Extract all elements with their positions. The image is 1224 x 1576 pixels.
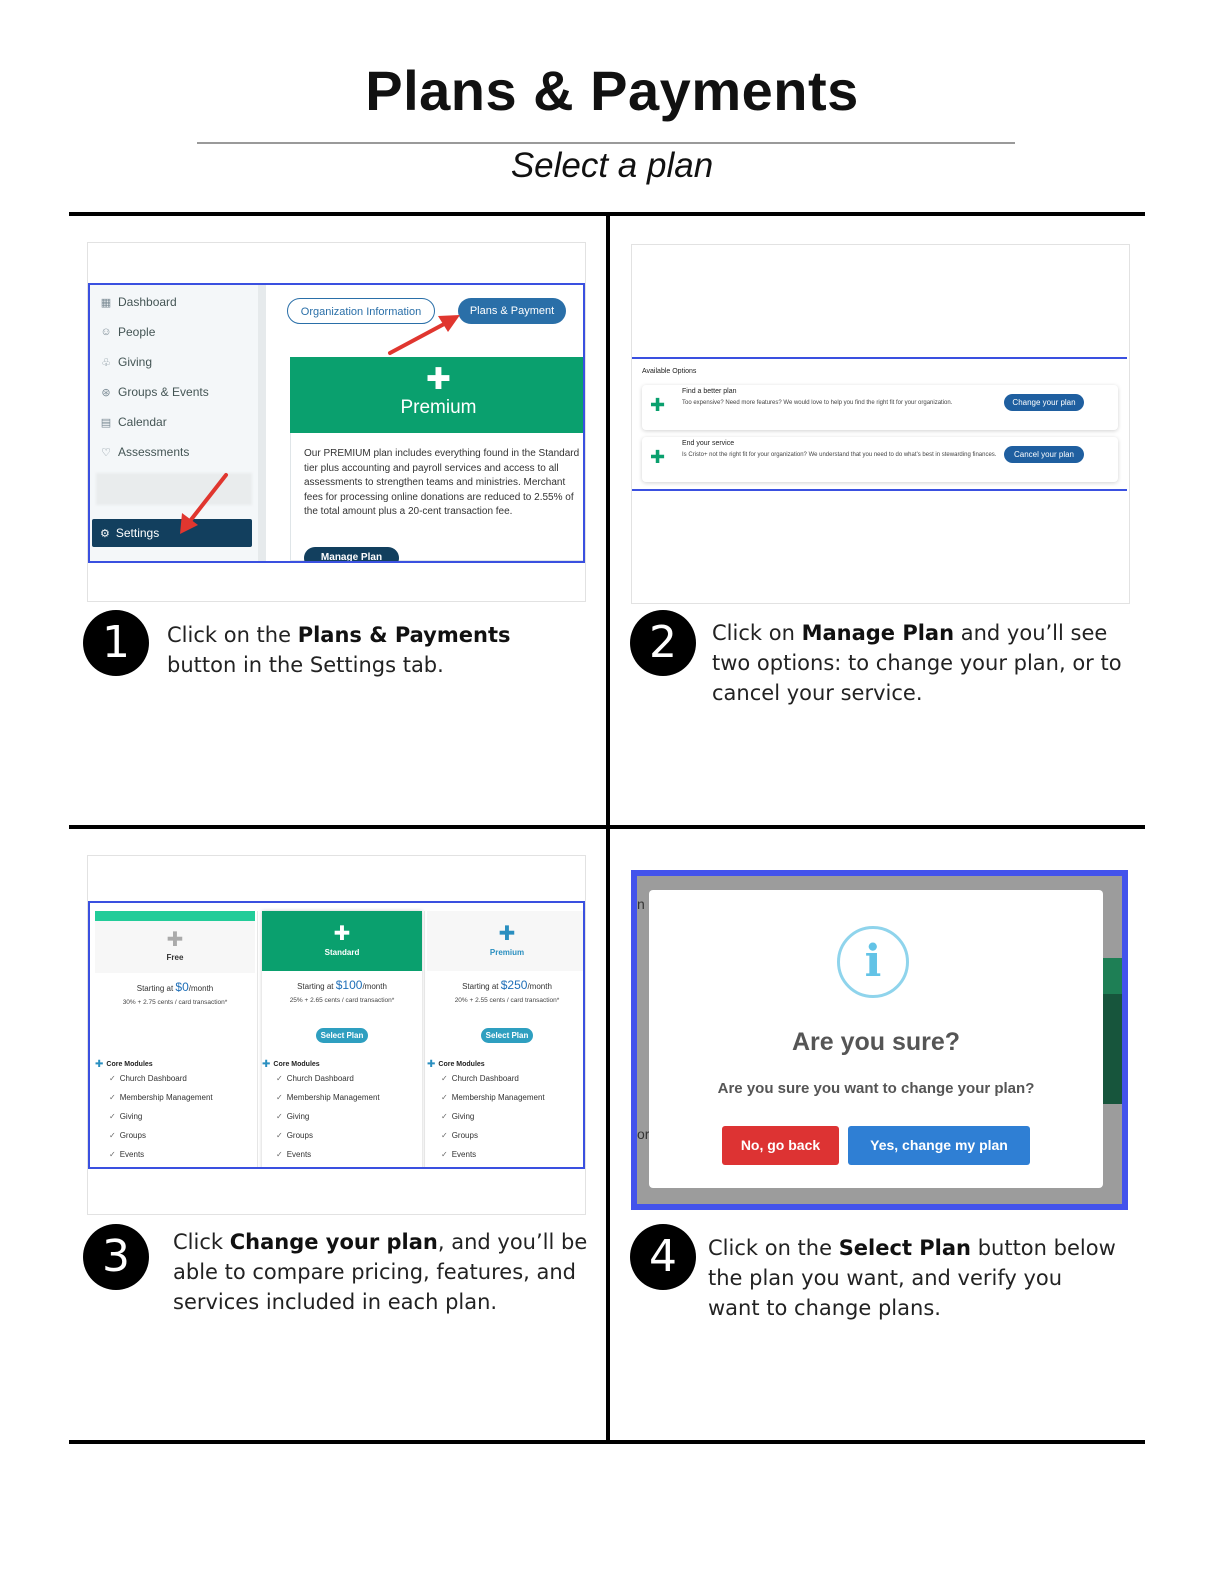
transaction-fee: 25% + 2.65 cents / card transaction* bbox=[289, 997, 395, 1004]
backdrop-text-fragment: or bbox=[637, 1126, 650, 1142]
feature-label: Giving bbox=[119, 1112, 143, 1121]
option-title: Find a better plan bbox=[682, 388, 737, 395]
sidebar-item-label: Giving bbox=[118, 355, 153, 369]
check-icon: ✓ bbox=[276, 1112, 283, 1121]
settings-icon: ⚙ bbox=[100, 527, 110, 540]
tab-organization-information[interactable]: Organization Information bbox=[287, 298, 435, 324]
price-prefix: Starting at bbox=[297, 982, 336, 991]
modules-title: Core Modules bbox=[106, 1061, 153, 1068]
feature-label: Events bbox=[119, 1150, 145, 1159]
price-prefix: Starting at bbox=[136, 984, 176, 993]
calendar-icon: ▤ bbox=[100, 416, 112, 429]
sidebar-item-label: Dashboard bbox=[118, 295, 177, 309]
transaction-fee: 30% + 2.75 cents / card transaction* bbox=[122, 999, 228, 1006]
dashboard-icon: ▦ bbox=[100, 296, 112, 309]
check-icon: ✓ bbox=[441, 1150, 448, 1159]
yes-change-plan-button[interactable]: Yes, change my plan bbox=[848, 1126, 1030, 1165]
step-number: 3 bbox=[83, 1224, 149, 1290]
screenshot-compare-plans bbox=[87, 855, 586, 1215]
feature-label: Events bbox=[451, 1150, 477, 1159]
feature-label: Church Dashboard bbox=[119, 1074, 187, 1083]
step-instruction bbox=[708, 1233, 1120, 1323]
check-icon: ✓ bbox=[109, 1150, 116, 1159]
grid-rule-bottom bbox=[69, 1440, 1145, 1444]
modules-icon: ✚ bbox=[427, 1059, 436, 1070]
feature-item bbox=[427, 1126, 585, 1145]
feature-item bbox=[262, 1145, 426, 1164]
option-card bbox=[642, 385, 1118, 430]
current-plan-bar bbox=[95, 911, 255, 921]
modal-heading: Are you sure? bbox=[791, 1028, 961, 1056]
step-text-emphasis: Select Plan bbox=[838, 1236, 972, 1260]
feature-item bbox=[427, 1069, 585, 1088]
cristo-logo-icon: ✚ bbox=[498, 923, 516, 945]
price-amount: $250 bbox=[500, 978, 528, 992]
select-plan-button[interactable]: Select Plan bbox=[481, 1028, 533, 1043]
feature-item bbox=[427, 1088, 585, 1107]
price-period: /month bbox=[188, 984, 214, 993]
check-icon: ✓ bbox=[109, 1131, 116, 1140]
option-title: End your service bbox=[682, 440, 735, 447]
modules-title: Core Modules bbox=[273, 1061, 320, 1068]
feature-label: Groups bbox=[451, 1131, 478, 1140]
info-icon: i bbox=[837, 926, 909, 998]
transaction-fee: 20% + 2.55 cents / card transaction* bbox=[454, 997, 560, 1004]
check-icon: ✓ bbox=[441, 1131, 448, 1140]
step-text-emphasis: Plans & Payments bbox=[297, 623, 511, 647]
modules-icon: ✚ bbox=[95, 1059, 104, 1070]
screenshot-confirm-dialog bbox=[631, 862, 1128, 1218]
plan-price bbox=[95, 980, 255, 994]
check-icon: ✓ bbox=[276, 1150, 283, 1159]
cristo-logo-icon: ✚ bbox=[425, 363, 452, 396]
backdrop-text-fragment: n bbox=[637, 896, 645, 912]
feature-item bbox=[95, 1069, 259, 1088]
step-instruction bbox=[167, 620, 577, 680]
sidebar-item-label: Calendar bbox=[118, 415, 167, 429]
step-text-start: Click on the bbox=[708, 1236, 839, 1260]
manage-plan-button[interactable]: Manage Plan bbox=[304, 547, 399, 563]
feature-item bbox=[95, 1088, 259, 1107]
option-description: Too expensive? Need more features? We would love to help you find the right fit for your organization. bbox=[682, 400, 953, 406]
step-text-emphasis: Manage Plan bbox=[801, 621, 955, 645]
plan-name: Standard bbox=[324, 948, 360, 957]
feature-label: Membership Management bbox=[286, 1093, 380, 1102]
plan-column bbox=[427, 911, 585, 1169]
sidebar-item-label: Settings bbox=[115, 526, 160, 540]
no-go-back-button[interactable]: No, go back bbox=[722, 1126, 839, 1165]
arrow-to-plans-tab bbox=[390, 315, 460, 353]
step-text-end: button below the plan you want, and verify you want to change plans. bbox=[708, 1236, 1116, 1320]
step-text-start: Click bbox=[173, 1230, 230, 1254]
options-heading: Available Options bbox=[642, 368, 697, 375]
feature-label: Membership Management bbox=[119, 1093, 213, 1102]
modules-icon: ✚ bbox=[262, 1059, 271, 1070]
grid-rule-vertical bbox=[606, 215, 610, 1440]
backdrop-green-strip bbox=[1103, 958, 1122, 994]
assessments-icon: ♡ bbox=[101, 446, 111, 459]
screenshot-manage-plan bbox=[631, 244, 1130, 604]
feature-label: Giving bbox=[286, 1112, 310, 1121]
feature-item bbox=[95, 1145, 259, 1164]
plan-separator bbox=[424, 911, 425, 1167]
step-text-end: , and you’ll be able to compare pricing, features, and services included in each plan. bbox=[173, 1230, 588, 1314]
options-frame bbox=[632, 357, 1127, 491]
modal-question: Are you sure you want to change your plan? bbox=[717, 1080, 1035, 1097]
check-icon: ✓ bbox=[109, 1074, 116, 1083]
screenshot-settings bbox=[87, 242, 586, 602]
select-plan-button[interactable]: Select Plan bbox=[316, 1028, 368, 1043]
confirm-modal bbox=[649, 890, 1103, 1188]
backdrop-dark-strip bbox=[1103, 994, 1122, 1104]
price-amount: $100 bbox=[335, 978, 363, 992]
feature-label: Church Dashboard bbox=[451, 1074, 519, 1083]
option-button[interactable]: Change your plan bbox=[1004, 394, 1084, 411]
feature-item bbox=[262, 1107, 426, 1126]
price-amount: $0 bbox=[175, 980, 189, 994]
modules-title: Core Modules bbox=[438, 1061, 485, 1068]
step-instruction bbox=[173, 1227, 588, 1317]
feature-label: Groups bbox=[286, 1131, 313, 1140]
feature-label: Membership Management bbox=[451, 1093, 545, 1102]
plan-separator bbox=[257, 911, 258, 1167]
sidebar-item-label: Groups & Events bbox=[118, 385, 209, 399]
tab-plans-payment[interactable]: Plans & Payment bbox=[458, 298, 566, 324]
dialog-frame bbox=[631, 870, 1128, 1210]
feature-item bbox=[427, 1145, 585, 1164]
plan-name: Free bbox=[166, 953, 184, 962]
sidebar-item-label: Assessments bbox=[118, 445, 190, 459]
cristo-logo-icon: ✚ bbox=[650, 447, 666, 467]
step-instruction bbox=[712, 618, 1124, 708]
check-icon: ✓ bbox=[276, 1093, 283, 1102]
giving-icon: ♧ bbox=[101, 356, 111, 369]
feature-item bbox=[95, 1126, 259, 1145]
check-icon: ✓ bbox=[276, 1074, 283, 1083]
plans-frame bbox=[88, 901, 585, 1169]
option-description: Is Cristo+ not the right fit for your organization? We understand that you need to do what’s best in stewarding finances. bbox=[682, 452, 997, 458]
step-text-start: Click on the bbox=[167, 623, 298, 647]
plan-description: Our PREMIUM plan includes everything found in the Standard tier plus accounting and payroll services and access to all assessments to strengthen teams and ministries. Merchant fees for processing online donations are reduced to 2.55% of the total amount plus a 20-cent transaction fee. bbox=[304, 448, 580, 518]
cristo-logo-icon: ✚ bbox=[650, 395, 666, 415]
plan-name: Premium bbox=[400, 397, 477, 418]
groups-icon: ⊛ bbox=[101, 386, 111, 399]
check-icon: ✓ bbox=[441, 1093, 448, 1102]
feature-label: Events bbox=[286, 1150, 312, 1159]
plan-name: Premium bbox=[489, 948, 525, 957]
step-text-end: and you’ll see two options: to change your plan, or to cancel your service. bbox=[712, 621, 1122, 705]
price-period: /month bbox=[527, 982, 552, 991]
title-divider bbox=[197, 142, 1015, 144]
option-button[interactable]: Cancel your plan bbox=[1004, 446, 1084, 463]
plan-column bbox=[95, 911, 255, 1169]
feature-item bbox=[95, 1107, 259, 1126]
plan-column bbox=[262, 911, 422, 1169]
step-text-end: button in the Settings tab. bbox=[167, 653, 444, 677]
check-icon: ✓ bbox=[109, 1093, 116, 1102]
feature-item bbox=[262, 1069, 426, 1088]
feature-item bbox=[262, 1088, 426, 1107]
page-title: Plans & Payments bbox=[365, 59, 859, 122]
step-number: 4 bbox=[630, 1224, 696, 1290]
step-text-start: Click on bbox=[712, 621, 802, 645]
feature-label: Groups bbox=[119, 1131, 146, 1140]
price-period: /month bbox=[362, 982, 387, 991]
feature-label: Church Dashboard bbox=[286, 1074, 354, 1083]
sidebar-item-label: People bbox=[118, 325, 156, 339]
check-icon: ✓ bbox=[109, 1112, 116, 1121]
check-icon: ✓ bbox=[276, 1131, 283, 1140]
price-prefix: Starting at bbox=[462, 982, 501, 991]
cristo-logo-icon: ✚ bbox=[333, 923, 351, 945]
page-subtitle: Select a plan bbox=[510, 146, 714, 185]
feature-item bbox=[427, 1107, 585, 1126]
option-card bbox=[642, 437, 1118, 482]
feature-label: Giving bbox=[451, 1112, 475, 1121]
step-text-emphasis: Change your plan bbox=[229, 1230, 438, 1254]
step-number: 2 bbox=[630, 610, 696, 676]
plan-price bbox=[427, 978, 585, 992]
arrow-annotations bbox=[88, 243, 585, 601]
people-icon: ☺ bbox=[100, 326, 112, 338]
arrow-to-settings bbox=[180, 475, 226, 534]
check-icon: ✓ bbox=[441, 1112, 448, 1121]
step-number: 1 bbox=[83, 610, 149, 676]
check-icon: ✓ bbox=[441, 1074, 448, 1083]
plan-price bbox=[262, 978, 422, 992]
cristo-logo-icon: ✚ bbox=[166, 929, 184, 951]
feature-item bbox=[262, 1126, 426, 1145]
